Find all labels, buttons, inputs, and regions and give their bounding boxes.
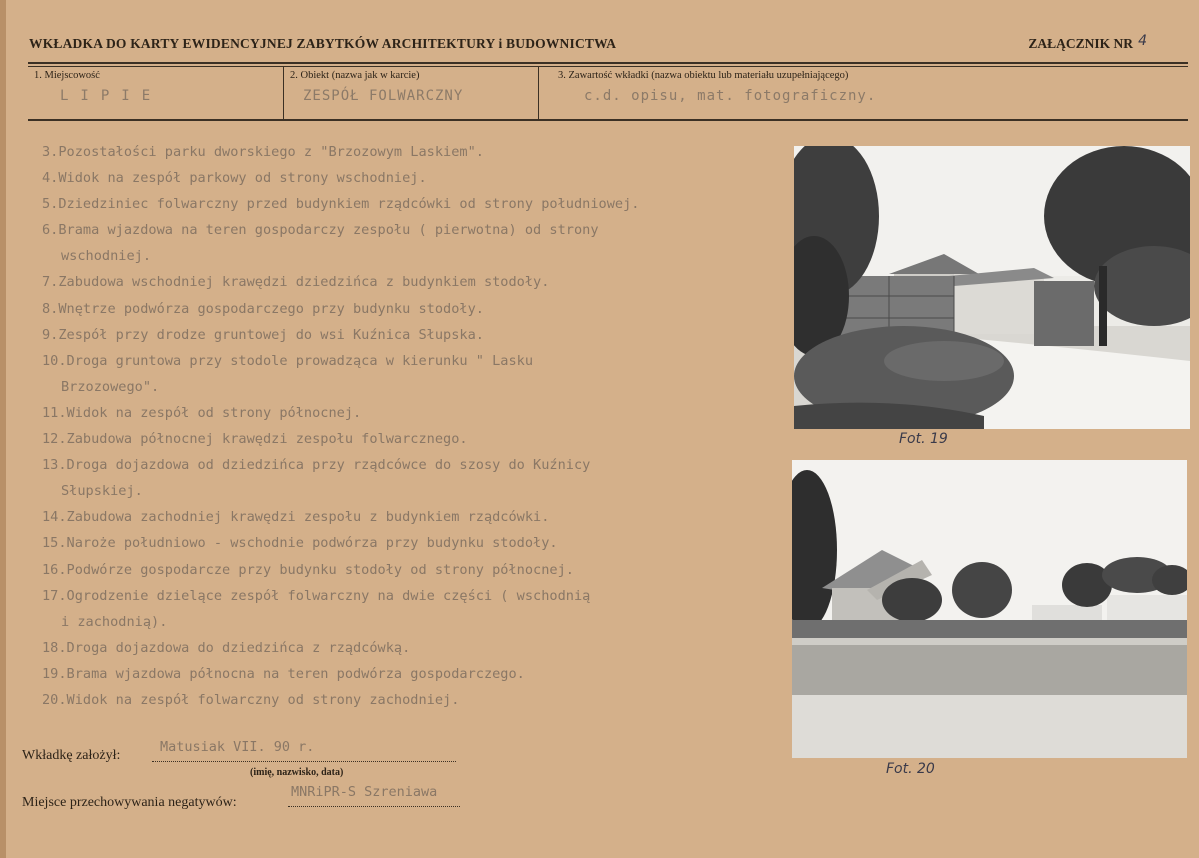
list-item: 14.Zabudowa zachodniej krawędzi zespołu z budynkiem rządcówki. <box>42 509 550 526</box>
list-item: 20.Widok na zespół folwarczny od strony zachodniej. <box>42 691 460 708</box>
list-item: 5.Dziedziniec folwarczny przed budynkiem rządcówki od strony południowej. <box>42 196 640 213</box>
list-item: 10.Droga gruntowa przy stodole prowadząca w kierunku " Lasku <box>42 352 534 369</box>
annex-number: 4 <box>1138 33 1147 49</box>
list-item: 8.Wnętrze podwórza gospodarczego przy budynku stodoły. <box>42 300 484 317</box>
list-item: 3.Pozostałości parku dworskiego z "Brzozowym Laskiem". <box>42 144 484 160</box>
list-item-continuation: i zachodnią). <box>61 613 168 630</box>
storage-label: Miejsce przechowywania negatywów: <box>22 795 237 810</box>
photo-19 <box>794 146 1190 429</box>
list-item: 11.Widok na zespół od strony północnej. <box>42 404 362 421</box>
list-item: 12.Zabudowa północnej krawędzi zespołu folwarcznego. <box>42 431 468 448</box>
author-value: Matusiak VII. 90 r. <box>160 739 315 755</box>
list-item: 4.Widok na zespół parkowy od strony wschodniej. <box>42 170 427 187</box>
list-item-continuation: Słupskiej. <box>61 483 143 500</box>
author-label: Wkładkę założył: <box>22 748 121 763</box>
header-rule-bottom <box>28 119 1188 121</box>
photo-20-image <box>792 460 1187 758</box>
list-item-continuation: wschodniej. <box>61 248 152 265</box>
list-item: 18.Droga dojazdowa do dziedzińca z rządcówką. <box>42 639 411 656</box>
annex-label: ZAŁĄCZNIK NR <box>1028 36 1133 51</box>
header-rule-top-thin <box>28 66 1188 67</box>
photo-19-caption: Fot. 19 <box>899 431 948 447</box>
photo-19-image <box>794 146 1190 429</box>
field-divider-1 <box>283 67 284 119</box>
photo-20-caption: Fot. 20 <box>886 761 935 777</box>
list-item: 13.Droga dojazdowa od dziedzińca przy rządcówce do szosy do Kuźnicy <box>42 457 591 474</box>
locality-label: 1. Miejscowość <box>34 70 100 81</box>
description-list <box>42 139 782 713</box>
object-value: ZESPÓŁ FOLWARCZNY <box>303 88 464 104</box>
content-label: 3. Zawartość wkładki (nazwa obiektu lub materiału uzupełniającego) <box>558 70 849 81</box>
list-item: 17.Ogrodzenie dzielące zespół folwarczny na dwie części ( wschodnią <box>42 587 591 604</box>
author-dotline <box>152 761 456 762</box>
photo-20 <box>792 460 1187 758</box>
storage-value: MNRiPR-S Szreniawa <box>291 784 438 800</box>
card-title: WKŁADKA DO KARTY EWIDENCYJNEJ ZABYTKÓW ARCHITEKTURY i BUDOWNICTWA <box>29 36 617 51</box>
list-item: 6.Brama wjazdowa na teren gospodarczy zespołu ( pierwotna) od strony <box>42 222 599 239</box>
list-item: 15.Naroże południowo - wschodnie podwórza przy budynku stodoły. <box>42 535 558 552</box>
list-item-continuation: Brzozowego". <box>61 378 160 395</box>
list-item: 16.Podwórze gospodarcze przy budynku stodoły od strony północnej. <box>42 561 574 578</box>
list-item: 7.Zabudowa wschodniej krawędzi dziedzińca z budynkiem stodoły. <box>42 274 550 291</box>
locality-value: LIPIE <box>60 88 163 104</box>
storage-dotline <box>288 806 460 807</box>
header-rule-top <box>28 62 1188 64</box>
content-value: c.d. opisu, mat. fotograficzny. <box>584 88 877 104</box>
object-label: 2. Obiekt (nazwa jak w karcie) <box>290 70 420 81</box>
list-item: 19.Brama wjazdowa północna na teren podwórza gospodarczego. <box>42 665 525 682</box>
list-item: 9.Zespół przy drodze gruntowej do wsi Kuźnica Słupska. <box>42 326 484 343</box>
author-hint: (imię, nazwisko, data) <box>250 767 344 778</box>
field-divider-2 <box>538 67 539 119</box>
